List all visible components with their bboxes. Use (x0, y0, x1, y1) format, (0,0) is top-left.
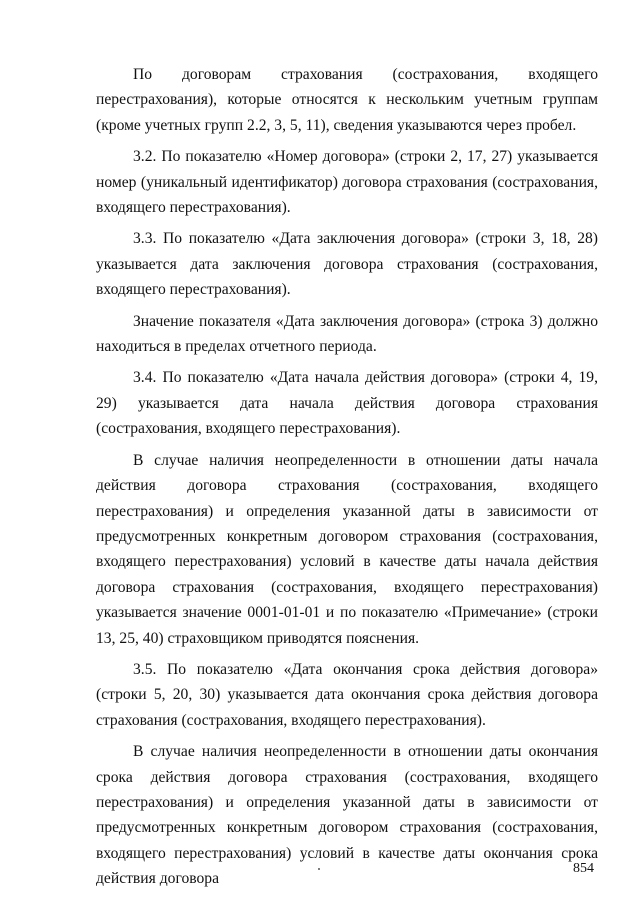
scan-speck (318, 868, 320, 870)
paragraph-conclusion-date-period: Значение показателя «Дата заключения договора» (строка 3) должно находиться в пределах отчетного периода. (96, 312, 598, 356)
document-body (96, 62, 598, 898)
page-number: 854 (573, 861, 594, 876)
paragraph-3-2-contract-number: 3.2. По показателю «Номер договора» (строки 2, 17, 27) указывается номер (уникальный идентификатор) договора страхования (сострахования, входящего перестрахования). (96, 148, 598, 217)
paragraph-3-5-end-date: 3.5. По показателю «Дата окончания срока действия договора» (строки 5, 20, 30) указывается дата окончания срока действия договора страхования (сострахования, входящего перестрахования). (96, 660, 598, 729)
paragraph-3-3-conclusion-date: 3.3. По показателю «Дата заключения договора» (строки 3, 18, 28) указывается дата заключения договора страхования (сострахования, входящего перестрахования). (96, 230, 598, 299)
paragraph-start-date-uncertainty: В случае наличия неопределенности в отношении даты начала действия договора страхования (сострахования, входящего перестрахования) и определения указанной даты в зависимости от предусмотренных конкретным договором страхования (сострахования, входящего перестрахования) условий в качестве даты начала действия договора страхования (сострахования, входящего перестрахования) указывается значение 0001-01-01 и по показателю «Примечание» (строки 13, 25, 40) страховщиком приводятся пояснения. (96, 451, 598, 647)
paragraph-3-4-start-date: 3.4. По показателю «Дата начала действия договора» (строки 4, 19, 29) указывается дата начала действия договора страхования (сострахования, входящего перестрахования). (96, 369, 598, 438)
paragraph-end-date-uncertainty: В случае наличия неопределенности в отношении даты окончания срока действия договора страхования (сострахования, входящего перестрахования) и определения указанной даты в зависимости от предусмотренных конкретным договором страхования (сострахования, входящего перестрахования) условий в качестве даты окончания срока действия договора (96, 743, 598, 888)
paragraph-multi-group-contracts: По договорам страхования (сострахования, входящего перестрахования), которые относятся к нескольким учетным группам (кроме учетных групп 2.2, 3, 5, 11), сведения указываются через пробел. (96, 66, 598, 134)
